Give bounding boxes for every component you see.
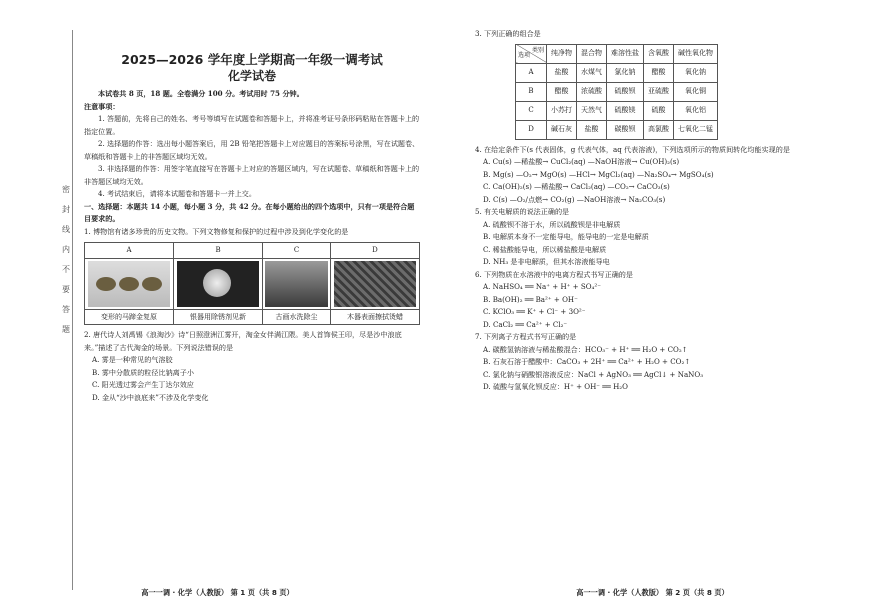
q3-cell: 高氯酸: [644, 120, 674, 139]
q2-option-b: B. 雾中分散质的粒径比钠离子小: [92, 367, 194, 377]
page-2: [435, 0, 870, 614]
q7-option-a: A. 碳酸氢钠溶液与稀盐酸混合：HCO₃⁻ + H⁺ ══ H₂O + CO₂↑: [483, 344, 688, 354]
q5-option-d: D. NH₃ 是非电解质，但其水溶液能导电: [483, 257, 610, 266]
section-heading: 一、选择题：本题共 14 小题，每小题 3 分，共 42 分。在每小题给出的四个选项中，只有一项是符合题目要求的。: [84, 201, 415, 223]
q4-option-c: C. Ca(OH)₂(s) —稀盐酸→ CaCl₂(aq) —CO₂→ CaCO₃(s): [483, 182, 670, 191]
q1-image-d: [330, 258, 419, 309]
q1-header-b: B: [174, 243, 263, 259]
q3-header: 碱性氧化物: [674, 44, 718, 63]
question-6-stem: 6. 下列物质在水溶液中的电离方程式书写正确的是: [475, 269, 633, 279]
q3-cell: A: [516, 63, 547, 82]
q3-header: 纯净物: [547, 44, 577, 63]
q3-cell: 七氧化二锰: [674, 120, 718, 139]
q6-option-d: D. CaCl₂ ══ Ca²⁺ + Cl₂⁻: [483, 319, 568, 329]
q7-option-c: C. 氯化钠与硝酸银溶液反应：NaCl + AgNO₃ ══ AgCl↓ + NaNO₃: [483, 369, 704, 379]
page-2-footer: 高一一调 · 化学（人教版） 第 2 页（共 8 页）: [576, 588, 729, 597]
binding-char: 内: [62, 245, 70, 254]
notice-item: 1. 答题前，先将自己的姓名、考号等填写在试题卷和答题卡上，并将准考证号条形码粘贴在答题卡上的指定位置。: [84, 114, 420, 136]
notice-heading: 注意事项：: [84, 101, 120, 111]
q7-option-d: D. 硫酸与氢氧化钡反应：H⁺ + OH⁻ ══ H₂O: [483, 382, 628, 391]
question-5-stem: 5. 有关电解质的说法正确的是: [475, 207, 570, 216]
notice-item: 4. 考试结束后，请将本试题卷和答题卡一并上交。: [98, 189, 256, 198]
question-4-stem: 4. 在给定条件下(s 代表固体，g 代表气体，aq 代表溶液)，下列选项所示的物质间转化均能实现的是: [475, 144, 790, 154]
q3-cell: 醋酸: [547, 82, 577, 101]
notice-item: 3. 非选择题的作答：用签字笔直接写在答题卡上对应的答题区域内，写在试题卷、草稿纸和答题卡上的非答题区域均无效。: [84, 164, 420, 186]
q3-cell: 硫酸镁: [607, 101, 644, 120]
q4-option-d: D. C(s) —O₂/点燃→ CO₂(g) —NaOH溶液→ Na₂CO₃(s): [483, 194, 666, 204]
q3-corner-cell: [516, 44, 547, 63]
notice-item: 2. 选择题的作答：选出每小题答案后，用 2B 铅笔把答题卡上对应题目的答案标号涂黑，写在试题卷、草稿纸和答题卡上的非答题区域均无效。: [84, 139, 420, 161]
q6-option-b: B. Ba(OH)₂ ══ Ba²⁺ + OH⁻: [483, 294, 578, 304]
q3-corner-top: 类别: [531, 46, 544, 54]
question-7-stem: 7. 下列离子方程式书写正确的是: [475, 332, 577, 341]
question-1-table: [84, 242, 420, 325]
q3-cell: 盐酸: [577, 120, 607, 139]
q5-option-a: A. 硫酸钡不溶于水，所以硫酸钡是非电解质: [483, 219, 621, 229]
q3-cell: 碳酸钡: [607, 120, 644, 139]
q3-cell: 浓硫酸: [577, 82, 607, 101]
binding-char: 线: [62, 225, 70, 234]
q3-cell: D: [516, 120, 547, 139]
q7-option-b: B. 石灰石溶于醋酸中：CaCO₃ + 2H⁺ ══ Ca²⁺ + H₂O + CO₂↑: [483, 357, 691, 366]
question-2-stem: 2. 唐代诗人刘禹锡《浪淘沙》诗“日照澄洲江雾开，淘金女伴满江隈。美人首饰侯王印，尽是沙中浪底来。”描述了古代淘金的场景。下列说法错误的是: [84, 330, 402, 352]
binding-char: 要: [62, 285, 70, 294]
q3-cell: 氯化钠: [607, 63, 644, 82]
q6-option-a: A. NaHSO₄ ══ Na⁺ + H⁺ + SO₄²⁻: [483, 282, 601, 291]
q3-cell: 氧化钠: [674, 63, 718, 82]
binding-char: 密: [62, 185, 70, 194]
q1-image-c: [263, 258, 331, 309]
q3-cell: 水煤气: [577, 63, 607, 82]
q1-header-a: A: [85, 243, 174, 259]
q3-cell: 天然气: [577, 101, 607, 120]
binding-line: [72, 30, 73, 590]
q3-row-d: [516, 120, 718, 139]
q3-cell: 小苏打: [547, 101, 577, 120]
question-3-table: [515, 44, 718, 140]
q3-cell: 亚硫酸: [644, 82, 674, 101]
exam-title: 2025—2026 学年度上学期高一年级一调考试: [121, 52, 383, 67]
q3-cell: B: [516, 82, 547, 101]
q1-caption-a: 变形的马蹄金复原: [85, 309, 174, 325]
q3-cell: 氧化铝: [674, 101, 718, 120]
q1-caption-d: 木器表面擦拭烫蜡: [330, 309, 419, 325]
exam-info: 本试卷共 8 页，18 题。全卷满分 100 分。考试用时 75 分钟。: [98, 89, 304, 98]
q5-option-c: C. 稀盐酸能导电，所以稀盐酸是电解质: [483, 244, 607, 254]
q3-row-b: [516, 82, 718, 101]
binding-char: 封: [62, 205, 70, 214]
q4-option-a: A. Cu(s) —稀盐酸→ CuCl₂(aq) —NaOH溶液→ Cu(OH)₂(s): [483, 157, 680, 166]
page-1-content: [84, 52, 420, 404]
q1-image-a: [85, 258, 174, 309]
q2-option-d: D. 金从“沙中浪底来”不涉及化学变化: [92, 392, 209, 402]
q2-option-a: A. 雾是一种常见的气溶胶: [92, 355, 173, 364]
binding-char: 答: [62, 305, 70, 314]
q1-caption-c: 古画水洗除尘: [263, 309, 331, 325]
q2-option-c: C. 阳光透过雾会产生丁达尔效应: [92, 380, 194, 389]
binding-notice: [60, 180, 72, 340]
q6-option-c: C. KClO₃ ══ K⁺ + Cl⁻ + 3O²⁻: [483, 307, 586, 316]
q3-cell: 盐酸: [547, 63, 577, 82]
q3-cell: C: [516, 101, 547, 120]
question-1-stem: 1. 博物馆有诸多珍贵的历史文物。下列文物修复和保护的过程中涉及到化学变化的是: [84, 226, 349, 236]
q3-header: 混合物: [577, 44, 607, 63]
q3-cell: 碱石灰: [547, 120, 577, 139]
binding-char: 不: [62, 265, 70, 274]
q3-header: 含氧酸: [644, 44, 674, 63]
q1-header-c: C: [263, 243, 331, 259]
binding-char: 题: [62, 325, 70, 334]
q3-cell: 醋酸: [644, 63, 674, 82]
page-2-content: [475, 28, 843, 394]
page-1-footer: 高一一调 · 化学（人教版） 第 1 页（共 8 页）: [141, 588, 294, 597]
q3-row-c: [516, 101, 718, 120]
q3-header: 难溶性盐: [607, 44, 644, 63]
q3-cell: 氧化铜: [674, 82, 718, 101]
q4-option-b: B. Mg(s) —O₂→ MgO(s) —HCl→ MgCl₂(aq) —Na₂SO₄→ MgSO₄(s): [483, 169, 714, 179]
q3-corner-bottom: 选项: [518, 52, 531, 59]
exam-subtitle: 化学试卷: [227, 69, 276, 83]
q1-image-b: [174, 258, 263, 309]
q3-row-a: [516, 63, 718, 82]
question-3-stem: 3. 下列正确的组合是: [475, 29, 541, 38]
q1-caption-b: 银器用除锈剂见新: [174, 309, 263, 325]
q3-cell: 硫酸钡: [607, 82, 644, 101]
q3-cell: 硫酸: [644, 101, 674, 120]
q1-header-d: D: [330, 243, 419, 259]
q5-option-b: B. 电解质本身不一定能导电，能导电的一定是电解质: [483, 232, 649, 241]
